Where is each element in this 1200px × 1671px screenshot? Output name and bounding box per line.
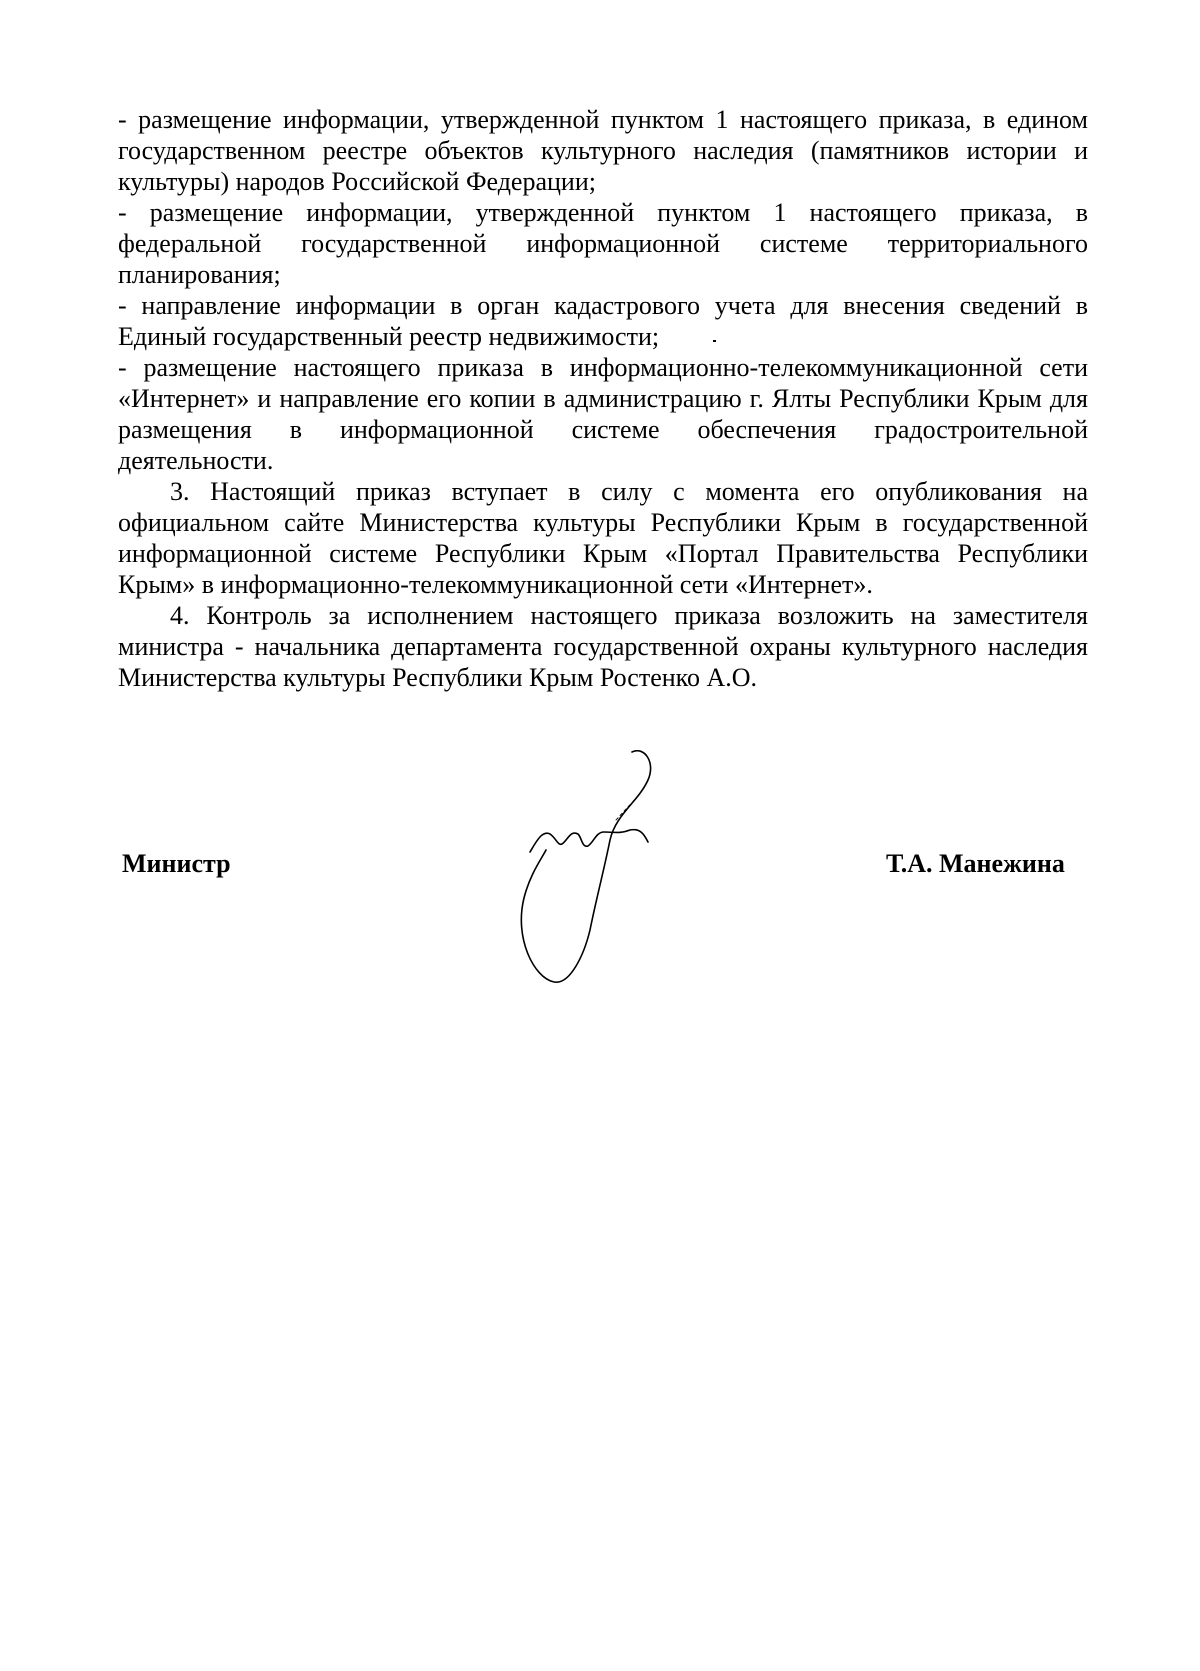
paragraph-territorial-planning: - размещение информации, утвержденной пунктом 1 настоящего приказа, в федеральной государственной информационной системе территориального планирования; — [118, 198, 1088, 289]
paragraph-register-heritage: - размещение информации, утвержденной пунктом 1 настоящего приказа, в едином государственном реестре объектов культурного наследия (памятников истории и культуры) народов Российской Федерации; — [118, 105, 1088, 196]
handwritten-signature — [520, 750, 700, 990]
paragraph-item-3: 3. Настоящий приказ вступает в силу с момента его опубликования на официальном сайте Министерства культуры Республики Крым в государственной информационной системе Республики Крым «Портал Правительства Республики Крым» в информационно-телекоммуникационной сети «Интернет». — [118, 477, 1088, 599]
paragraph-item-4: 4. Контроль за исполнением настоящего приказа возложить на заместителя министра - начальника департамента государственной охраны культурного наследия Министерства культуры Республики Крым Ростенко А.О. — [118, 601, 1088, 692]
paragraph-cadastral-registry: - направление информации в орган кадастрового учета для внесения сведений в Единый государственный реестр недвижимости; — [118, 291, 1088, 351]
paragraph-internet-publication: - размещение настоящего приказа в информационно-телекоммуникационной сети «Интернет» и направление его копии в администрацию г. Ялты Республики Крым для размещения в информационной системе обеспечения градостроительной деятельности. — [118, 353, 1088, 475]
signatory-name: Т.А. Манежина — [886, 849, 1065, 878]
signatory-title: Министр — [122, 849, 231, 878]
